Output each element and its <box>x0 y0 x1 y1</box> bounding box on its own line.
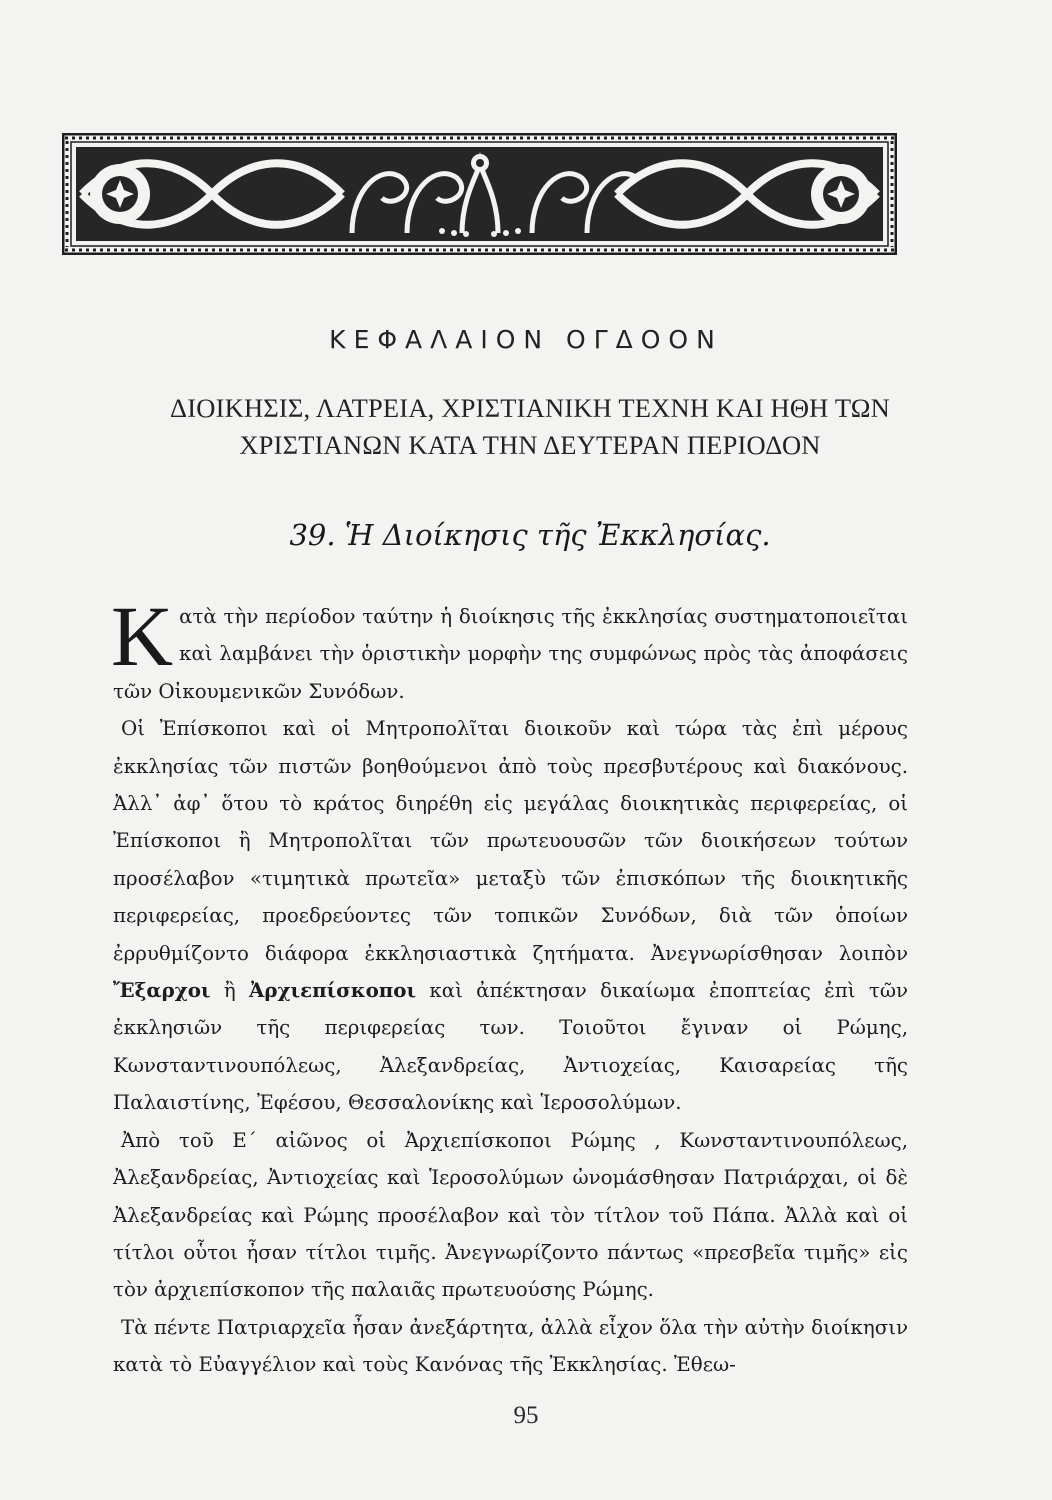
chapter-title-line: ΧΡΙΣΤΙΑΝΩΝ ΚΑΤΑ ΤΗΝ ΔΕΥΤΕΡΑΝ ΠΕΡΙΟΔΟΝ <box>239 430 821 460</box>
body-text <box>111 588 908 1384</box>
paragraph-text: Οἱ Ἐπίσκοποι καὶ οἱ Μητροπολῖται διοικοῦν καὶ τώρα τὰς ἐπὶ μέρους ἐκκλησίας τῶν πιστῶν βοηθούμενοι ἀπὸ τοὺς πρεσβυτέρους καὶ διακόνους. Ἀλλ᾽ ἀφ᾽ ὅτου τὸ κράτος διηρέθη εἰς μεγάλας διοικητικὰς περιφερείας, οἱ Ἐπίσκοποι ἢ Μητροπολῖται τῶν πρωτευουσῶν τῶν διοικήσεων τούτων προσέλαβον «τιμητικὰ πρωτεῖα» μεταξὺ τῶν ἐπισκόπων τῆς διοικητικῆς περιφερείας, προεδρεύοντες τῶν τοπικῶν Συνόδων, διὰ τῶν ὁποίων ἐρρυθμίζοντο διάφορα ἐκκλησιαστικὰ ζητήματα. Ἀνεγνωρίσθησαν λοιπὸν <box>113 717 908 965</box>
bold-term: Ἀρχιεπίσκοποι <box>249 978 417 1003</box>
chapter-label: ΚΕΦΑΛΑΙΟΝ ΟΓΔΟΟΝ <box>329 325 723 354</box>
chapter-title-line: ΔΙΟΙΚΗΣΙΣ, ΛΑΤΡΕΙΑ, ΧΡΙΣΤΙΑΝΙΚΗ ΤΕΧΝΗ ΚΑΙ ΗΘΗ ΤΩΝ <box>169 393 891 423</box>
drop-cap: Κ <box>111 588 174 684</box>
headpiece-ornament-icon <box>62 133 897 255</box>
chapter-title <box>130 390 930 464</box>
bold-term: Ἔξαρχοι <box>113 978 211 1003</box>
section-title: 39. Ἡ Διοίκησις τῆς Ἐκκλησίας. <box>289 518 771 552</box>
page-number: 95 <box>513 1402 539 1429</box>
paragraph-text: ατὰ τὴν περίοδον ταύτην ἡ διοίκησις τῆς ἐκκλησίας συστηματοποιεῖται καὶ λαμβάνει τὴν ὁριστικὴν μορφὴν της συμφώνως πρὸς τὰς ἀποφάσεις τῶν Οἰκουμενικῶν Συνόδων. <box>113 605 908 703</box>
paragraph-text: Τὰ πέντε Πατριαρχεῖα ἦσαν ἀνεξάρτητα, ἀλλὰ εἶχον ὅλα τὴν αὐτὴν διοίκησιν κατὰ τὸ Εὐαγγέλιον καὶ τοὺς Κανόνας τῆς Ἐκκλησίας. Ἐθεω- <box>113 1315 908 1377</box>
paragraph-text: Ἀπὸ τοῦ Ε΄ αἰῶνος οἱ Ἀρχιεπίσκοποι Ρώμης , Κωνσταντινουπόλεως, Ἀλεξανδρείας, Ἀντιοχείας καὶ Ἱεροσολύμων ὠνομάσθησαν Πατριάρχαι, οἱ δὲ Ἀλεξανδρείας καὶ Ρώμης προσέλαβον καὶ τὸν τίτλον τοῦ Πάπα. Ἀλλὰ καὶ οἱ τίτλοι οὗτοι ἦσαν τίτλοι τιμῆς. Ἀνεγνωρίζοντο πάντως «πρεσβεῖα τιμῆς» εἰς τὸν ἀρχιεπίσκοπον τῆς παλαιᾶς πρωτευούσης Ρώμης. <box>113 1128 908 1302</box>
paragraph <box>113 1309 908 1384</box>
paragraph <box>111 588 908 710</box>
paragraph-text: καὶ ἀπέκτησαν δικαίωμα ἐποπτείας ἐπὶ τῶν ἐκκλησιῶν τῆς περιφερείας των. Τοιοῦτοι ἔγιναν οἱ Ρώμης, Κωνσταντινουπόλεως, Ἀλεξανδρείας, Ἀντιοχείας, Καισαρείας τῆς Παλαιστίνης, Ἐφέσου, Θεσσαλονίκης καὶ Ἱεροσολύμων. <box>113 979 908 1115</box>
paragraph <box>113 1122 908 1309</box>
paragraph-text: ἢ <box>223 979 236 1003</box>
paragraph <box>113 710 908 1121</box>
